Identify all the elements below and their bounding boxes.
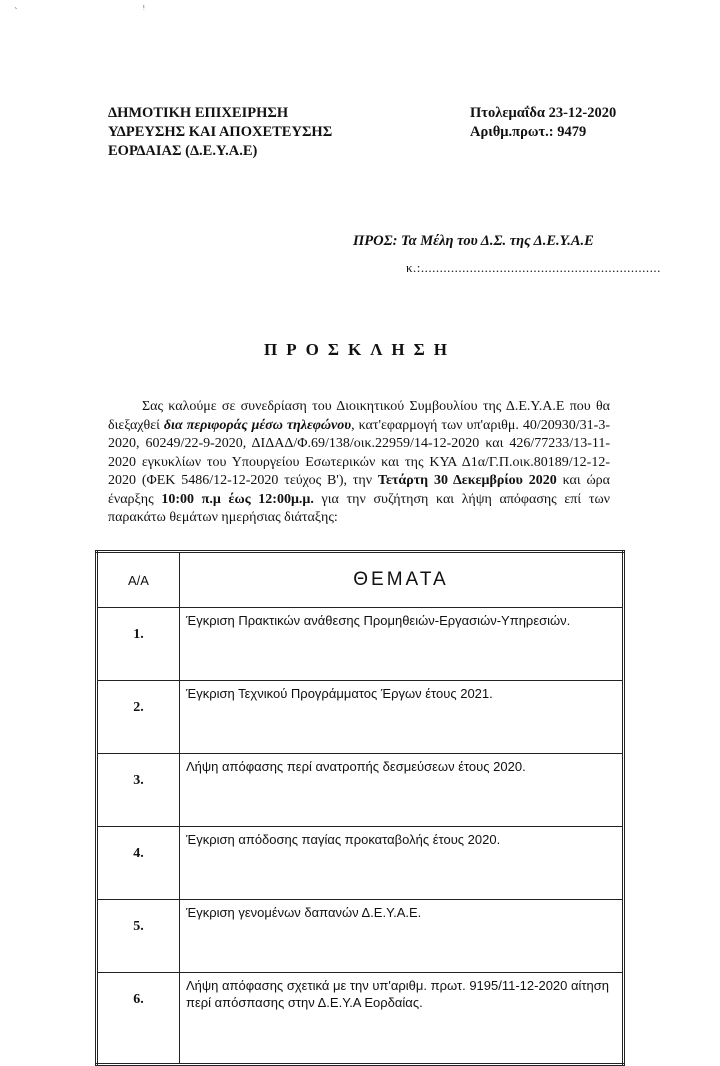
body-emphasis-phone: δια περιφοράς μέσω τηλεφώνου	[163, 417, 352, 433]
row-number: 4.	[97, 827, 180, 900]
table-row	[97, 973, 624, 1065]
row-topic: Λήψη απόφασης περί ανατροπής δεσμεύσεων έτους 2020.	[180, 754, 624, 827]
body-text-1: Σας καλούμε σε συνεδρίαση του Διοικητικού Συμβουλίου της Δ.Ε.Υ.Α.Ε που θα διεξαχθεί	[108, 399, 610, 433]
organization-block	[108, 104, 332, 161]
body-text-2: , κατ'εφαρμογή των υπ'αριθμ. 40/20930/31-3-2020, 60249/22-9-2020, ΔΙΔΑΔ/Φ.69/138/οικ.22959/14-12-2020 και 426/77233/13-11-2020 εγκυκλίων του Υπουργείου Εσωτερικών και της ΚΥΑ Δ1α/Γ.Π.οικ.80189/12-12-2020 (ΦΕΚ 5486/12-12-2020 τεύχος Β'), την	[108, 417, 610, 488]
org-line-2: ΥΔΡΕΥΣΗΣ ΚΑΙ ΑΠΟΧΕΤΕΥΣΗΣ	[108, 124, 333, 140]
date-place: Πτολεμαΐδα 23-12-2020	[470, 105, 617, 121]
protocol-number: Αριθμ.πρωτ.: 9479	[470, 124, 587, 140]
table-row	[97, 900, 624, 973]
scan-mark: ᵎ	[143, 2, 145, 14]
table-row	[97, 681, 624, 754]
scan-mark: ˋ	[14, 6, 18, 18]
row-number: 3.	[97, 754, 180, 827]
invitation-paragraph	[108, 398, 610, 528]
column-header-number: Α/Α	[97, 552, 180, 608]
date-protocol-block	[470, 104, 616, 142]
body-text-4: για την συζήτηση και λήψη απόφασης επί των παρακάτω θεμάτων ημερήσιας διάταξης:	[108, 491, 610, 525]
document-title: ΠΡΟΣΚΛΗΣΗ	[264, 340, 456, 359]
org-line-1: ΔΗΜΟΤΙΚΗ ΕΠΙΧΕΙΡΗΣΗ	[108, 105, 289, 121]
attention-line: κ.:................................................................	[406, 260, 661, 275]
table-row	[97, 608, 624, 681]
table-header-row	[97, 552, 624, 608]
row-topic: Λήψη απόφασης σχετικά με την υπ'αριθμ. πρωτ. 9195/11-12-2020 αίτηση περί απόσπασης στην Δ.Ε.Υ.Α Εορδαίας.	[180, 973, 624, 1065]
row-number: 5.	[97, 900, 180, 973]
table-row	[97, 827, 624, 900]
column-header-topics: ΘΕΜΑΤΑ	[180, 552, 624, 608]
row-number: 1.	[97, 608, 180, 681]
body-text-3: και ώρα έναρξης	[108, 473, 610, 507]
row-topic: Έγκριση απόδοσης παγίας προκαταβολής έτους 2020.	[180, 827, 624, 900]
row-topic: Έγκριση Τεχνικού Προγράμματος Έργων έτους 2021.	[180, 681, 624, 754]
row-number: 6.	[97, 973, 180, 1065]
row-topic: Έγκριση Πρακτικών ανάθεσης Προμηθειών-Εργασιών-Υπηρεσιών.	[180, 608, 624, 681]
row-number: 2.	[97, 681, 180, 754]
table-row	[97, 754, 624, 827]
row-topic: Έγκριση γενομένων δαπανών Δ.Ε.Υ.Α.Ε.	[180, 900, 624, 973]
body-emphasis-date: Τετάρτη 30 Δεκεμβρίου 2020	[377, 473, 557, 488]
agenda-table	[95, 550, 625, 1066]
org-line-3: ΕΟΡΔΑΙΑΣ (Δ.Ε.Υ.Α.Ε)	[108, 143, 258, 159]
recipient-line: ΠΡΟΣ: Τα Μέλη του Δ.Σ. της Δ.Ε.Υ.Α.Ε	[353, 233, 594, 249]
body-emphasis-time: 10:00 π.μ έως 12:00μ.μ.	[161, 491, 314, 507]
